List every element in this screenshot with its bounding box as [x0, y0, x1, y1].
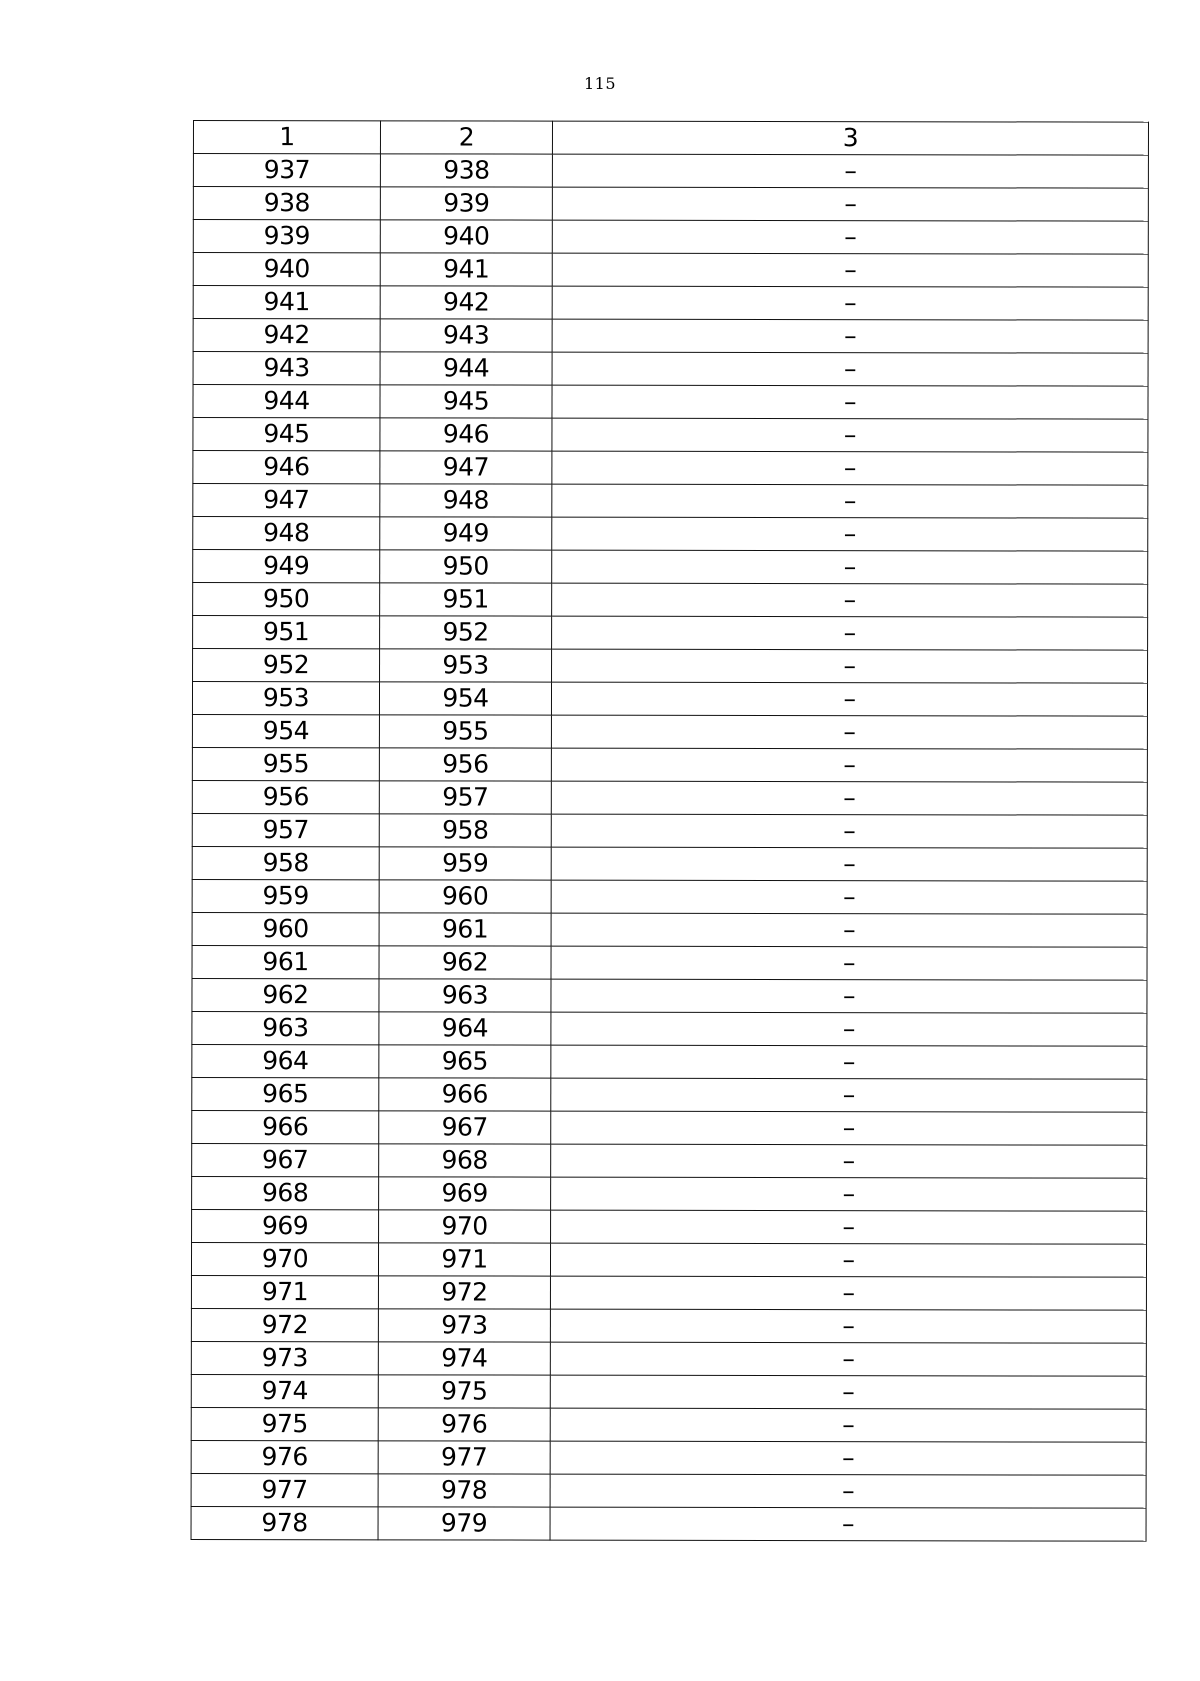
table-header-row	[193, 121, 1148, 156]
table-cell: 974	[191, 1374, 378, 1407]
table-body	[191, 121, 1148, 1542]
table-cell: 940	[193, 253, 380, 286]
column-header: 2	[380, 121, 552, 154]
table-cell: –	[551, 1078, 1147, 1112]
table-cell: 967	[379, 1111, 551, 1144]
table-cell: 960	[379, 880, 551, 913]
table-cell: 973	[378, 1309, 550, 1342]
table-row	[192, 682, 1147, 717]
table-cell: –	[550, 1474, 1146, 1508]
table-cell: –	[551, 979, 1147, 1013]
table-cell: 972	[378, 1276, 550, 1309]
table-cell: 949	[193, 550, 380, 583]
table-cell: –	[551, 1111, 1147, 1145]
table-cell: –	[551, 814, 1147, 848]
table-row	[192, 1110, 1147, 1145]
table-row	[193, 187, 1148, 222]
table-cell: 978	[378, 1474, 550, 1507]
table-cell: 940	[380, 220, 552, 253]
table-cell: 978	[191, 1506, 378, 1539]
column-header: 3	[552, 121, 1148, 155]
table-cell: –	[550, 1342, 1146, 1376]
table-cell: 949	[380, 517, 552, 550]
table-cell: –	[552, 253, 1148, 287]
table-cell: 948	[380, 484, 552, 517]
table-row	[192, 813, 1147, 848]
table-cell: 942	[380, 286, 552, 319]
table-row	[191, 1440, 1146, 1475]
data-table	[191, 120, 1149, 1542]
table-cell: 970	[379, 1210, 551, 1243]
table-cell: –	[550, 1408, 1146, 1442]
table-cell: 945	[380, 385, 552, 418]
table-row	[192, 978, 1147, 1013]
table-cell: 955	[192, 747, 379, 780]
table-cell: 954	[192, 714, 379, 747]
table-cell: 944	[193, 385, 380, 418]
table-cell: 942	[193, 319, 380, 352]
table-row	[192, 714, 1147, 749]
table-cell: 971	[378, 1243, 550, 1276]
table-row	[193, 649, 1148, 684]
table-cell: 947	[193, 484, 380, 517]
table-row	[192, 1044, 1147, 1079]
table-cell: 965	[192, 1077, 379, 1110]
table-cell: 976	[378, 1408, 550, 1441]
table-cell: 951	[380, 583, 552, 616]
table-row	[193, 220, 1148, 255]
table-cell: 943	[193, 352, 380, 385]
table-cell: 975	[378, 1375, 550, 1408]
table-cell: –	[552, 187, 1148, 221]
table-row	[193, 352, 1148, 387]
table-cell: –	[550, 1276, 1146, 1310]
table-row	[191, 1506, 1146, 1541]
table-cell: –	[550, 1375, 1146, 1409]
table-cell: 975	[191, 1407, 378, 1440]
table-row	[193, 319, 1148, 354]
table-cell: –	[551, 1012, 1147, 1046]
table-cell: 953	[380, 649, 552, 682]
table-cell: –	[550, 1441, 1146, 1475]
table-cell: –	[552, 451, 1148, 485]
table-row	[193, 484, 1148, 519]
table-row	[191, 1308, 1146, 1343]
table-cell: 976	[191, 1440, 378, 1473]
table-cell: 941	[380, 253, 552, 286]
table-cell: 951	[193, 616, 380, 649]
table-row	[192, 1176, 1147, 1211]
table-cell: 966	[379, 1078, 551, 1111]
table-row	[192, 1143, 1147, 1178]
table-cell: 957	[379, 781, 551, 814]
table-cell: 950	[380, 550, 552, 583]
table-row	[192, 912, 1147, 947]
table-cell: 969	[379, 1177, 551, 1210]
table-row	[192, 846, 1147, 881]
table-row	[193, 253, 1148, 288]
table-cell: 965	[379, 1045, 551, 1078]
table-cell: –	[552, 319, 1148, 353]
table-row	[192, 1011, 1147, 1046]
table-cell: 966	[192, 1110, 379, 1143]
table-cell: 962	[192, 978, 379, 1011]
table-cell: –	[551, 1210, 1147, 1244]
table-row	[193, 583, 1148, 618]
table-row	[192, 945, 1147, 980]
table-row	[191, 1242, 1146, 1277]
table-cell: 953	[192, 682, 379, 715]
table-cell: 963	[379, 979, 551, 1012]
table-cell: 939	[380, 187, 552, 220]
table-cell: –	[552, 517, 1148, 551]
table-cell: –	[552, 352, 1148, 386]
table-row	[193, 550, 1148, 585]
table-cell: –	[551, 1045, 1147, 1079]
table-cell: –	[552, 286, 1148, 320]
table-cell: –	[552, 154, 1148, 188]
table-cell: –	[551, 946, 1147, 980]
table-cell: –	[551, 1144, 1147, 1178]
table-row	[192, 780, 1147, 815]
table-cell: 956	[379, 748, 551, 781]
table-row	[191, 1341, 1146, 1376]
table-cell: –	[550, 1309, 1146, 1343]
table-row	[191, 1275, 1146, 1310]
table-cell: 970	[191, 1242, 378, 1275]
table-cell: 963	[192, 1011, 379, 1044]
table-cell: 962	[379, 946, 551, 979]
table-cell: –	[552, 418, 1148, 452]
table-cell: –	[551, 781, 1147, 815]
table-cell: 957	[192, 813, 379, 846]
table-cell: 954	[379, 682, 551, 715]
table-cell: –	[551, 715, 1147, 749]
table-cell: 956	[192, 780, 379, 813]
table-row	[191, 1374, 1146, 1409]
table-cell: 944	[380, 352, 552, 385]
table-cell: 979	[378, 1507, 550, 1540]
table-cell: –	[551, 880, 1147, 914]
table-row	[192, 879, 1147, 914]
table-cell: 973	[191, 1341, 378, 1374]
table-cell: 955	[379, 715, 551, 748]
table-cell: 977	[378, 1441, 550, 1474]
table-cell: 950	[193, 583, 380, 616]
table-cell: 974	[378, 1342, 550, 1375]
table-row	[192, 1077, 1147, 1112]
table-cell: 945	[193, 418, 380, 451]
table-cell: 977	[191, 1473, 378, 1506]
table-row	[193, 154, 1148, 189]
table-cell: 952	[193, 649, 380, 682]
table-cell: 961	[379, 913, 551, 946]
table-row	[192, 1209, 1147, 1244]
table-row	[193, 286, 1148, 321]
page-number: 115	[583, 74, 617, 93]
table-cell: 959	[379, 847, 551, 880]
table-cell: –	[552, 550, 1148, 584]
table-cell: –	[552, 385, 1148, 419]
table-cell: –	[551, 682, 1147, 716]
table-cell: –	[550, 1243, 1146, 1277]
table-cell: 958	[379, 814, 551, 847]
table-cell: –	[552, 484, 1148, 518]
table-cell: 960	[192, 912, 379, 945]
table-cell: 958	[192, 846, 379, 879]
table-cell: –	[551, 748, 1147, 782]
table-cell: 947	[380, 451, 552, 484]
table-row	[191, 1473, 1146, 1508]
table-cell: –	[552, 649, 1148, 683]
table-cell: –	[552, 220, 1148, 254]
table-cell: 939	[193, 220, 380, 253]
table-cell: 937	[193, 154, 380, 187]
table-row	[193, 418, 1148, 453]
table-cell: 943	[380, 319, 552, 352]
table-cell: 952	[380, 616, 552, 649]
table-row	[193, 517, 1148, 552]
table-cell: 941	[193, 286, 380, 319]
table-cell: 968	[379, 1144, 551, 1177]
table-cell: 964	[379, 1012, 551, 1045]
table-cell: 967	[192, 1143, 379, 1176]
table-cell: 946	[380, 418, 552, 451]
table-cell: 946	[193, 451, 380, 484]
table-row	[193, 451, 1148, 486]
table-cell: 972	[191, 1308, 378, 1341]
table-row	[193, 385, 1148, 420]
table-cell: –	[551, 913, 1147, 947]
table-cell: 938	[193, 187, 380, 220]
table-cell: –	[552, 583, 1148, 617]
table-cell: –	[551, 847, 1147, 881]
table-row	[192, 747, 1147, 782]
table-cell: 961	[192, 945, 379, 978]
table-cell: –	[550, 1507, 1146, 1541]
table-cell: 948	[193, 517, 380, 550]
table-cell: –	[552, 616, 1148, 650]
table-cell: –	[551, 1177, 1147, 1211]
table-row	[193, 616, 1148, 651]
table-cell: 964	[192, 1044, 379, 1077]
table-row	[191, 1407, 1146, 1442]
table-cell: 969	[192, 1209, 379, 1242]
table-cell: 959	[192, 879, 379, 912]
table-cell: 938	[380, 154, 552, 187]
table-cell: 968	[192, 1176, 379, 1209]
column-header: 1	[193, 121, 380, 154]
table-cell: 971	[191, 1275, 378, 1308]
